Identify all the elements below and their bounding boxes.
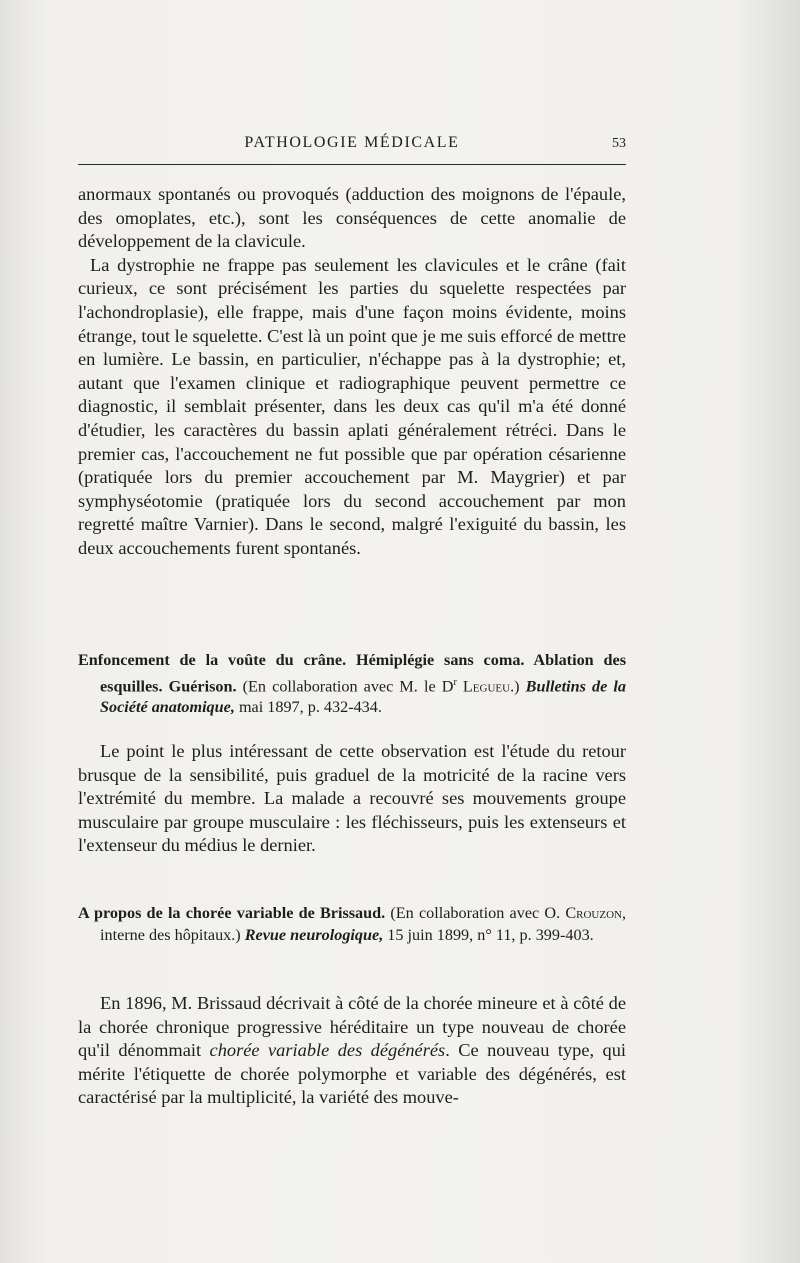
entry-collab-sup: r: [453, 676, 457, 688]
entry-collab-prefix: (En collaboration avec M. le D: [242, 676, 454, 695]
paragraph: La dystrophie ne frappe pas seulement les clavicules et le crâne (fait curieux, ce sont précisément les parties du squelette respectées par l'achondroplasie), elle frappe, mais d'une façon moins évidente, moins étrange, tout le squelette. C'est là un point que je me suis efforcé de mettre en lumière. Le bassin, en particulier, n'échappe pas à la dystrophie; et, autant que l'examen clinique et radiographique peuvent permettre ce diagnostic, il semblait présenter, dans les deux cas qu'il m'a été donné d'étudier, les caractères du bassin aplati généralement rétréci. Dans le premier cas, l'accouchement ne fut possible que par opération césarienne (pratiquée lors du premier accouchement par M. Maygrier) et par symphyséotomie (pratiquée lors du second accouchement par mon regretté maître Varnier). Dans le second, malgré l'exiguité du bassin, les deux accouchements furent spontanés.: [78, 254, 626, 558]
entry-title: A propos de la chorée variable de Brissaud.: [78, 904, 386, 922]
paragraph: anormaux spontanés ou provoqués (adduction des moignons de l'épaule, des omoplates, etc.), sont les conséquences de cette anomalie de développement de la clavicule.: [78, 184, 626, 252]
paragraph: Le point le plus intéressant de cette observation est l'étude du retour brusque de la sensibilité, puis graduel de la motricité de la racine vers l'extrémité du membre. La malade a recouvré ses mouvements groupe musculaire par groupe musculaire : les fléchisseurs, puis les extenseurs et l'extenseur du médius le dernier.: [78, 741, 626, 856]
entry-journal: Revue neurologique,: [244, 925, 384, 944]
header-rule: [78, 164, 626, 165]
paragraph-part: En 1896, M. Brissaud décrivait à côté de la chorée mineure et à côté de la chorée chronique progressive héréditaire un type nouveau de chorée qu'il dénommait: [78, 993, 626, 1061]
bibliography-entry-2: [78, 903, 626, 946]
section-3-text: [78, 992, 626, 1110]
paragraph-part: . Ce nouveau type, qui mérite l'étiquette de chorée polymorphe et variable des dégénérés, est caractérisé par la multiplicité, la variété des mouve-: [78, 1040, 627, 1108]
italic-term: chorée variable des dégénérés: [209, 1040, 446, 1061]
bibliography-entry: [78, 650, 626, 719]
entry-collab-suffix: .): [510, 676, 520, 695]
paragraph: [78, 992, 626, 1110]
entry-journal: Bulletins de la Société anatomique,: [100, 676, 627, 717]
entry-collab-name: Legueu: [462, 676, 511, 695]
bibliography-entry-1: [78, 650, 626, 719]
entry-title: Enfoncement de la voûte du crâne. Hémiplégie sans coma. Ablation des esquilles. Guérison.: [78, 651, 626, 695]
entry-collab-name: Crouzon: [565, 904, 622, 922]
entry-collab-suffix: , interne des hôpitaux.): [100, 904, 627, 944]
entry-date: 15 juin 1899, n° 11, p. 399-403.: [387, 925, 594, 944]
section-1-text: [78, 183, 626, 561]
section-2-text: [78, 740, 626, 858]
page-number: 53: [612, 136, 626, 151]
entry-collab-prefix: (En collaboration avec O.: [390, 904, 561, 922]
page-header: [78, 134, 626, 156]
bibliography-entry: [78, 903, 626, 946]
running-title: PATHOLOGIE MÉDICALE: [244, 134, 460, 151]
entry-date: mai 1897, p. 432-434.: [238, 698, 382, 717]
